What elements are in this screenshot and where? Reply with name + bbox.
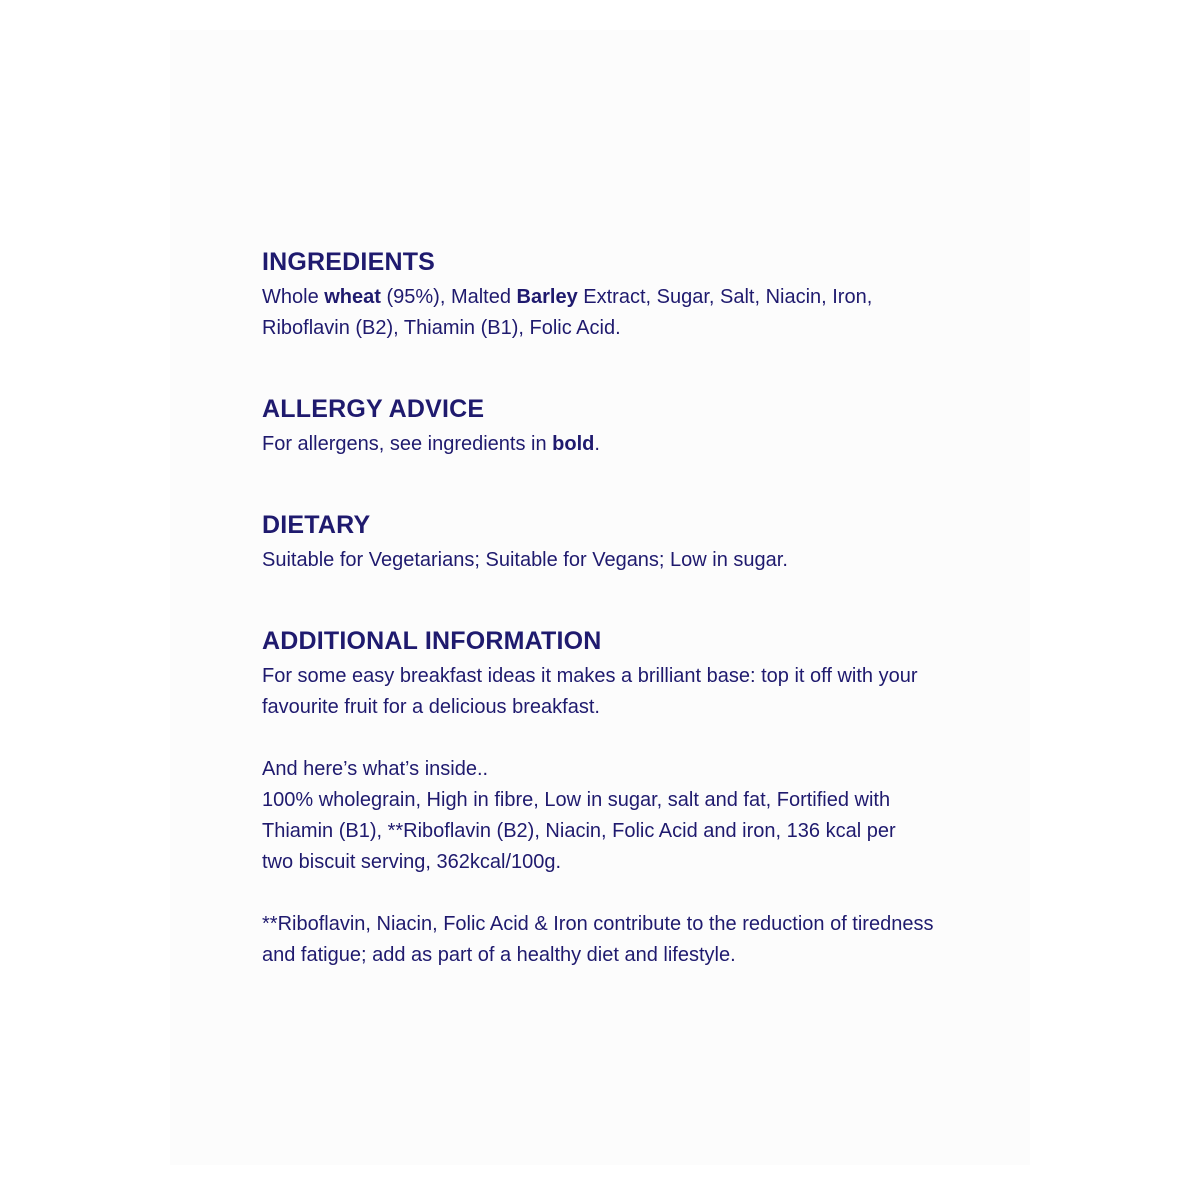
allergy-section	[262, 393, 982, 460]
allergy-text-part: .	[594, 433, 600, 455]
additional-heading: ADDITIONAL INFORMATION	[262, 627, 602, 655]
ingredients-heading: INGREDIENTS	[262, 248, 436, 276]
additional-line: Thiamin (B1), **Riboflavin (B2), Niacin, Folic Acid and iron, 136 kcal per	[262, 820, 896, 842]
ingredients-line	[262, 282, 982, 313]
ingredients-text: Whole	[262, 286, 325, 308]
ingredients-text: Extract, Sugar, Salt, Niacin, Iron,	[577, 286, 873, 308]
ingredients-line: Riboflavin (B2), Thiamin (B1), Folic Acid.	[262, 317, 621, 339]
allergy-heading: ALLERGY ADVICE	[262, 395, 485, 423]
additional-line: **Riboflavin, Niacin, Folic Acid & Iron contribute to the reduction of tiredness	[262, 913, 934, 935]
ingredients-section	[262, 246, 982, 344]
ingredients-text: (95%), Malted	[380, 286, 517, 308]
dietary-section	[262, 509, 982, 576]
additional-line: And here’s what’s inside..	[262, 758, 489, 780]
paragraph-gap	[262, 878, 982, 909]
dietary-heading: DIETARY	[262, 511, 371, 539]
additional-section	[262, 625, 982, 971]
additional-line: favourite fruit for a delicious breakfast.	[262, 696, 600, 718]
allergen-barley: Barley	[516, 286, 578, 308]
allergy-text	[262, 429, 982, 460]
additional-line: two biscuit serving, 362kcal/100g.	[262, 851, 562, 873]
allergy-bold-word: bold	[552, 433, 595, 455]
additional-line: For some easy breakfast ideas it makes a brilliant base: top it off with your	[262, 665, 918, 687]
allergy-text-part: For allergens, see ingredients in	[262, 433, 553, 455]
product-info	[262, 246, 982, 1020]
additional-line: and fatigue; add as part of a healthy diet and lifestyle.	[262, 944, 736, 966]
allergen-wheat: wheat	[324, 286, 381, 308]
paragraph-gap	[262, 723, 982, 754]
additional-line: 100% wholegrain, High in fibre, Low in sugar, salt and fat, Fortified with	[262, 789, 891, 811]
dietary-text: Suitable for Vegetarians; Suitable for Vegans; Low in sugar.	[262, 549, 788, 571]
